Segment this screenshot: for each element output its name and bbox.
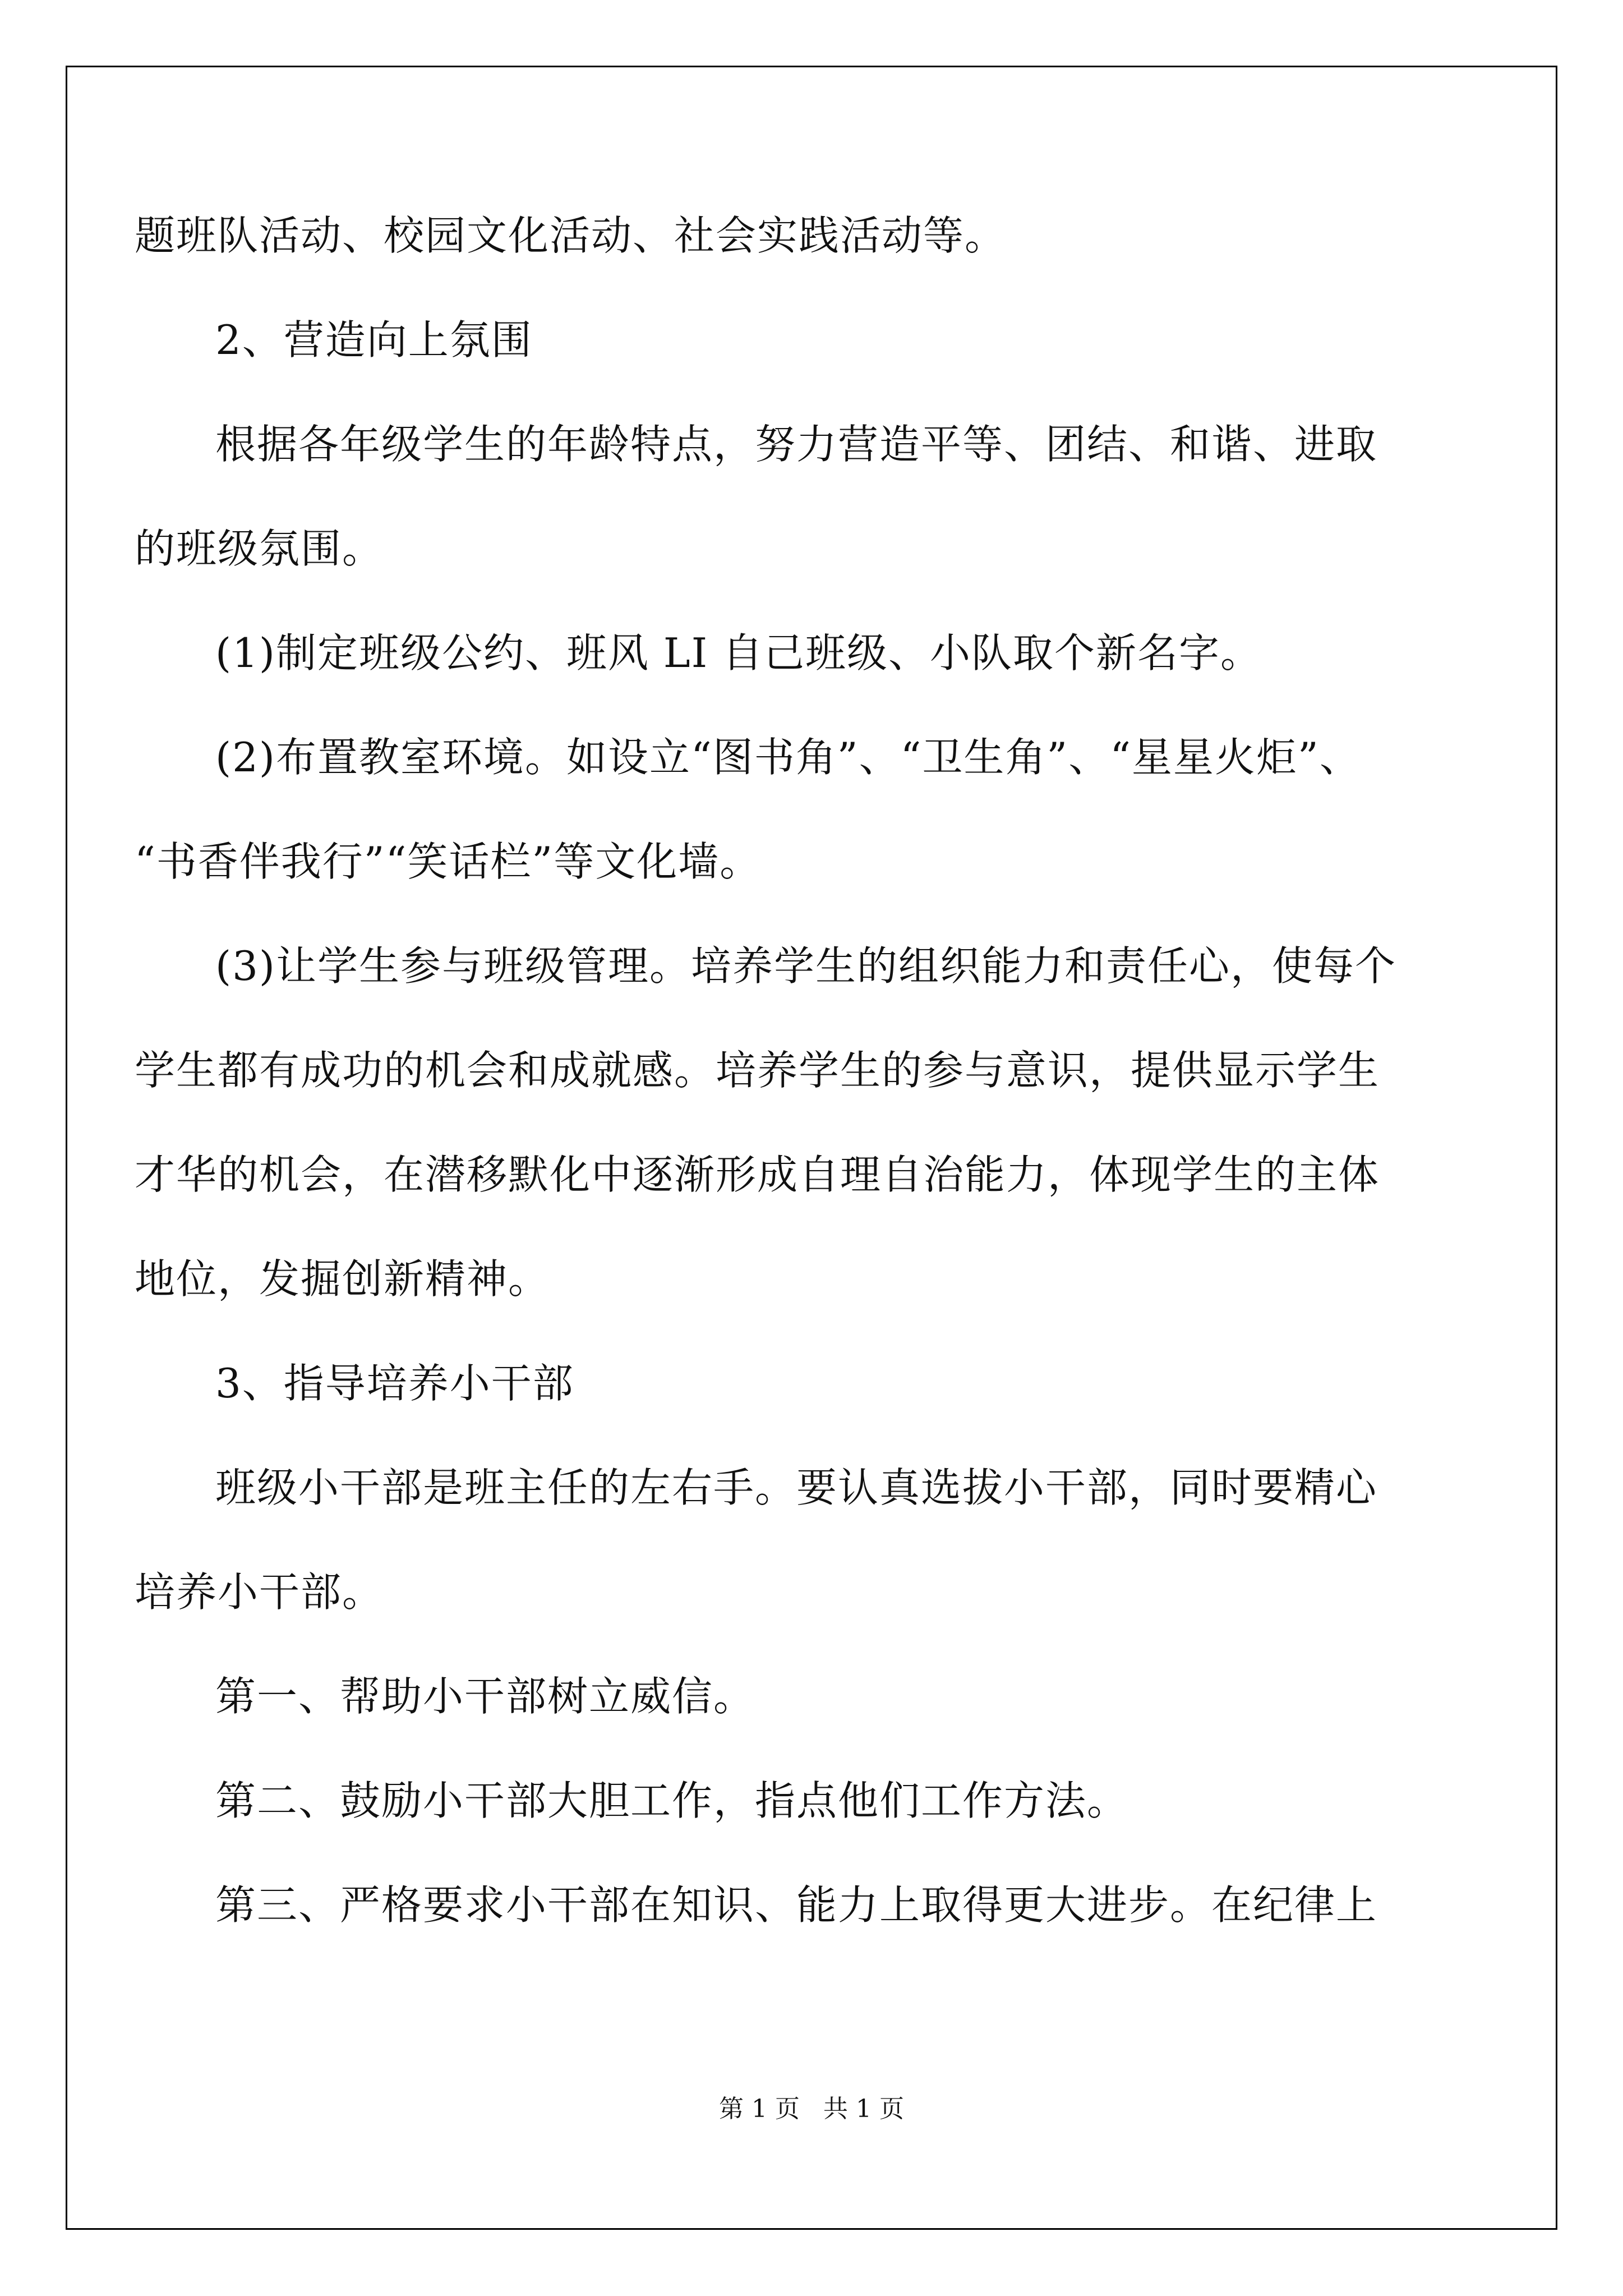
text-line: 地位，发掘创新精神。 [135, 1255, 550, 1303]
text-line: 第二、鼓励小干部大胆工作，指点他们工作方法。 [215, 1777, 1129, 1824]
text-line: (1)制定班级公约、班风 LI 自己班级、小队取个新名字。 [215, 629, 1262, 677]
text-line: (3)让学生参与班级管理。培养学生的组织能力和责任心，使每个 [215, 942, 1396, 990]
text-line: “书香伴我行”“笑话栏”等文化墙。 [135, 838, 762, 885]
text-line: 学生都有成功的机会和成就感。培养学生的参与意识，提供显示学生 [135, 1047, 1380, 1094]
page-number-footer: 第 1 页 共 1 页 [719, 2095, 904, 2123]
text-line: 培养小干部。 [135, 1568, 384, 1616]
text-line: 题班队活动、校园文化活动、社会实践活动等。 [135, 212, 1007, 259]
text-line: 第三、严格要求小干部在知识、能力上取得更大进步。在纪律上 [215, 1881, 1378, 1929]
section-heading: 3、指导培养小干部 [215, 1360, 574, 1407]
text-line: (2)布置教室环境。如设立“图书角”、“卫生角”、“星星火炬”、 [215, 734, 1361, 781]
text-line: 根据各年级学生的年龄特点，努力营造平等、团结、和谐、进取 [215, 421, 1378, 468]
section-heading: 2、营造向上氛围 [215, 316, 533, 364]
text-line: 才华的机会，在潜移默化中逐渐形成自理自治能力，体现学生的主体 [135, 1151, 1380, 1198]
text-line: 第一、帮助小干部树立威信。 [215, 1673, 755, 1720]
document-body [135, 0, 1481, 2047]
text-line: 的班级氛围。 [135, 525, 384, 572]
text-line: 班级小干部是班主任的左右手。要认真选拔小干部，同时要精心 [215, 1464, 1378, 1511]
